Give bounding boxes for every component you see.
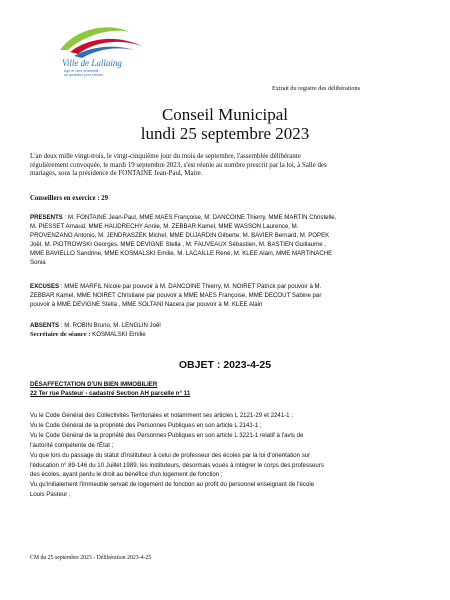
vu-line: Vu qu'initialement l'immeuble servait de logement de fonction au profit du personnel enseignant de l'école bbox=[30, 481, 315, 489]
presents-line: MME BAVIELLO Sandrine, MME KOSMALSKI Emilie, M. LACAILLE René, M. KLEE Alain, MME MARTINACHE bbox=[30, 249, 333, 257]
vu-line: Vu le Code Général de la propriété des Personnes Publiques en son article L 2141-1 ; bbox=[30, 421, 262, 429]
excuses-section bbox=[30, 283, 418, 310]
logo-swoosh-icon bbox=[56, 20, 146, 60]
presents-label: PRESENTS bbox=[30, 214, 63, 221]
vus-list bbox=[30, 411, 418, 500]
property-address: 22 Ter rue Pasteur - cadastré Section AH parcelle n° 11 bbox=[30, 390, 191, 397]
absents-section bbox=[30, 322, 418, 331]
logo-name: Ville de Lallaing bbox=[62, 58, 122, 68]
absents-label: ABSENTS bbox=[30, 322, 60, 329]
intro-line: mariages, sous la présidence de FONTAINE Jean-Paul, Maire. bbox=[30, 170, 203, 177]
vu-line: Louis Pasteur ; bbox=[30, 491, 71, 499]
intro-line: régulièrement convoquée, le mardi 19 septembre 2023, s'est réunie au nombre prescrit par la loi, à Salle des bbox=[30, 161, 327, 169]
excuses-line: ZEBBAR Kamel, MME NOIRET Christiane par pouvoir à MME MAES Françoise, MME DECOUT Sabine par bbox=[30, 291, 322, 299]
city-logo bbox=[56, 20, 146, 78]
conseillers-count: Conseillers en exercice : 29 bbox=[30, 195, 109, 202]
secretaire-name: KOSMALSKI Emilie bbox=[90, 331, 146, 338]
absents-text: : M. ROBIN Bruno, M. LENGLIN Joël bbox=[59, 322, 161, 329]
presents-line: Sonia bbox=[30, 258, 46, 266]
intro-paragraph bbox=[30, 153, 418, 179]
section-title: DÉSAFFECTATION D'UN BIEN IMMOBILIER bbox=[30, 381, 158, 388]
vu-line: Vu le Code Général de la propriété des Personnes Publiques en son article L 3221-1 relatif à l'avis de bbox=[30, 431, 304, 439]
secretaire-section bbox=[30, 331, 418, 340]
logo-tagline: Agir et vivre ensemble au quotidien pour l'avenir bbox=[64, 69, 104, 77]
presents-line: Joël, M. PIOTROWSKI Georges, MME DEVIGNE Stella , M. FAUVEAUX Sébastien, M. BASTIEN Guillaume , bbox=[30, 240, 326, 248]
vu-line: l'autorité compétente de l'État ; bbox=[30, 441, 114, 449]
extract-label: Extrait du registre des délibérations bbox=[272, 85, 360, 92]
intro-line: L'an deux mille vingt-trois, le vingt-cinquième jour du mois de septembre, l'assemblée délibérante bbox=[30, 153, 301, 160]
vu-line: Vu que lors du passage du statut d'instituteur à celui de professeur des écoles par la loi d'orientation sur bbox=[30, 451, 311, 459]
presents-line: M. PIESSET Arnaud, MME HAUDRECHY Annie, M. ZEBBAR Kamel, MME WASSON Laurence, M. bbox=[30, 222, 299, 230]
presents-line: PROVENZANO Antonio, M. JENDRASZEK Michel, MME DUJARDIN Gilberte, M. BAVIER Bernard, M. POPEK bbox=[30, 231, 330, 239]
presents-section bbox=[30, 214, 418, 267]
secretaire-label: Secrétaire de séance : bbox=[30, 331, 91, 338]
page-title: Conseil Municipal bbox=[161, 105, 289, 124]
excuses-line: EXCUSES : MME MARFIL Nicole par pouvoir à M. DANCOINE Thierry, M. NOIRET Patrick par pouvoir à M. bbox=[30, 283, 322, 290]
vu-line: Vu le Code Général des Collectivités Territoriales et notamment ses articles L 2121-29 et 2241-1 ; bbox=[30, 412, 293, 419]
page-footer: CM du 25 septembre 2023 - Délibération 2023-4-25 bbox=[30, 555, 152, 561]
vu-line: l'éducation n° 89-146 du 10 Juillet 1989, les instituteurs, désormais voués à intégrer le corps des professeurs bbox=[30, 461, 324, 469]
excuses-line: pouvoir à MME DEVIGNE Stella , MME SOLTANI Nacera par pouvoir à M. KLEE Alain bbox=[30, 300, 263, 308]
vu-line: des écoles, ayant perdu le droit au bénéfice d'un logement de fonction ; bbox=[30, 471, 223, 479]
excuses-label: EXCUSES bbox=[30, 283, 60, 290]
objet-heading: OBJET : 2023-4-25 bbox=[178, 359, 272, 371]
meeting-date: lundi 25 septembre 2023 bbox=[140, 124, 310, 143]
presents-line: PRESENTS : M. FONTAINE Jean-Paul, MME MAES Françoise, M. DANCOINE Thierry, MME MARTIN Christelle, bbox=[30, 214, 337, 221]
